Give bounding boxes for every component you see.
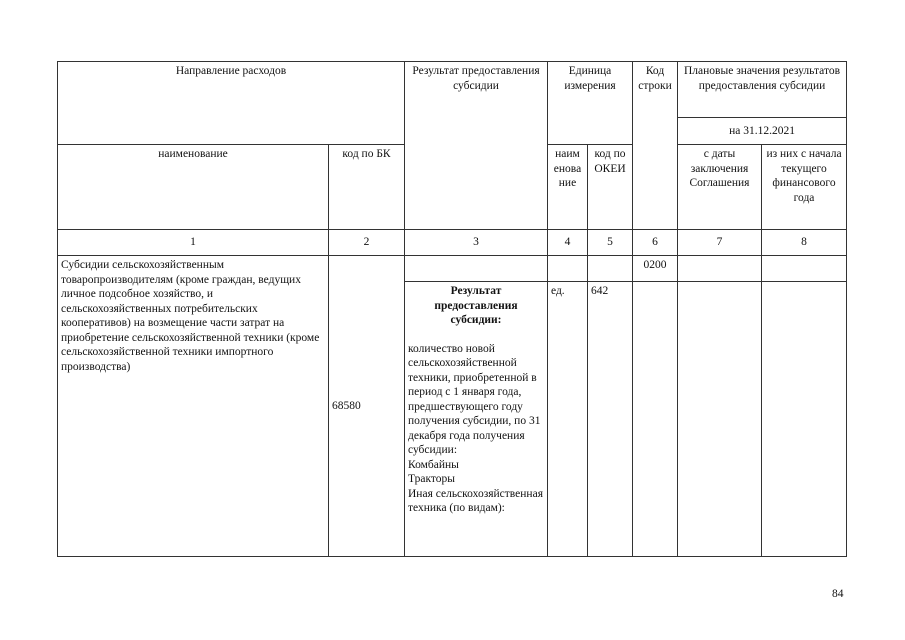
header-on-date: на 31.12.2021	[678, 118, 847, 145]
okei-code-cell: 642	[588, 282, 633, 557]
empty-value-cell	[678, 282, 762, 557]
page-number: 84	[832, 588, 844, 600]
result-item: Комбайны	[408, 458, 459, 471]
header-planned-values: Плановые значения результатов предоставления субсидии	[678, 62, 847, 118]
column-number-3: 3	[405, 230, 548, 256]
line-code-cell: 0200	[633, 256, 678, 282]
header-from-year-start: из них с начала текущего финансового года	[762, 145, 847, 230]
bk-code-cell: 68580	[329, 256, 405, 557]
column-number-2: 2	[329, 230, 405, 256]
column-number-6: 6	[633, 230, 678, 256]
column-number-5: 5	[588, 230, 633, 256]
header-name: наименование	[58, 145, 329, 230]
unit-name-cell: ед.	[548, 282, 588, 557]
column-number-8: 8	[762, 230, 847, 256]
result-details-cell	[405, 282, 548, 557]
result-item: Иная сельскохозяйственная техника (по видам):	[408, 487, 543, 514]
result-item: Тракторы	[408, 473, 455, 485]
empty-plan-from-agreement-cell	[678, 256, 762, 282]
column-number-7: 7	[678, 230, 762, 256]
column-number-4: 4	[548, 230, 588, 256]
header-bk-code: код по БК	[329, 145, 405, 230]
header-from-agreement: с даты заключения Соглашения	[678, 145, 762, 230]
empty-unit-name-cell	[548, 256, 588, 282]
result-description: количество новой сельскохозяйственной техники, приобретенной в период с 1 января года, предшествующего году получения субсидии, по 31 декабря года получения субсидии:	[408, 342, 541, 456]
subsidy-results-table	[57, 61, 847, 557]
header-line-code: Код строки	[633, 62, 678, 230]
empty-result-cell	[405, 256, 548, 282]
header-unit-name: наим енова ние	[548, 145, 588, 230]
result-items	[408, 458, 544, 516]
empty-line-code-cell	[633, 282, 678, 557]
empty-value-cell	[762, 282, 847, 557]
header-direction: Направление расходов	[58, 62, 405, 145]
empty-plan-from-year-start-cell	[762, 256, 847, 282]
subsidy-name-cell: Субсидии сельскохозяйственным товаропроизводителям (кроме граждан, ведущих личное подсобное хозяйство, и сельскохозяйственных потребительских кооперативов) на возмещение части затрат на приобретение сельскохозяйственной техники (кроме сельскохозяйственной техники импортного производства)	[58, 256, 329, 557]
header-okei-code: код по ОКЕИ	[588, 145, 633, 230]
column-number-1: 1	[58, 230, 329, 256]
result-title: Результат предоставления субсидии:	[434, 285, 518, 326]
header-unit: Единица измерения	[548, 62, 633, 145]
empty-okei-cell	[588, 256, 633, 282]
header-result: Результат предоставления субсидии	[405, 62, 548, 230]
